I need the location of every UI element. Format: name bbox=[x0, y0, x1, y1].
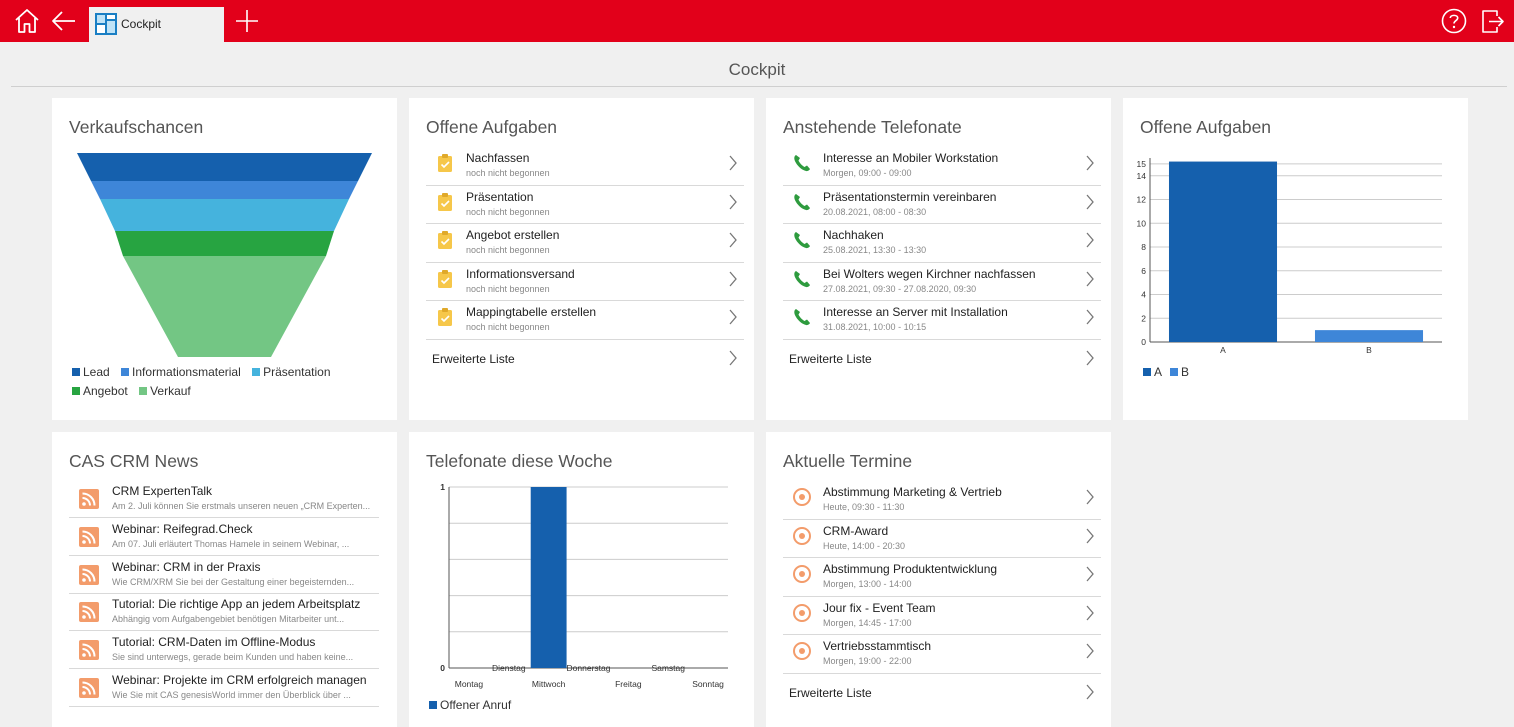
x-tick-label: Sonntag bbox=[692, 679, 724, 689]
logout-icon[interactable] bbox=[1476, 6, 1506, 36]
legend-label: A bbox=[1154, 365, 1163, 379]
news-item[interactable] bbox=[69, 669, 379, 707]
call-row-subtitle: 20.08.2021, 08:00 - 08:30 bbox=[823, 206, 927, 217]
call-row-subtitle: 25.08.2021, 13:30 - 13:30 bbox=[823, 245, 927, 255]
y-tick-label: 8 bbox=[1141, 242, 1146, 253]
phone-icon bbox=[791, 152, 813, 174]
news-item-title: Webinar: Projekte im CRM erfolgreich managen bbox=[112, 673, 367, 687]
chevron-right-icon bbox=[1085, 605, 1095, 621]
legend-swatch bbox=[1170, 368, 1178, 376]
phone-icon bbox=[791, 306, 813, 328]
bar bbox=[1315, 330, 1423, 342]
appointment-icon bbox=[791, 486, 813, 508]
chevron-right-icon bbox=[728, 350, 738, 366]
legend-label: B bbox=[1181, 365, 1190, 379]
call-row[interactable] bbox=[783, 186, 1101, 225]
task-row[interactable] bbox=[426, 301, 744, 340]
rss-feed-icon bbox=[79, 527, 99, 547]
task-row[interactable] bbox=[426, 186, 744, 225]
tab-cockpit[interactable] bbox=[89, 7, 224, 42]
tab-label: Cockpit bbox=[121, 17, 162, 31]
funnel-segment-verkauf bbox=[123, 256, 326, 357]
x-tick-label: Samstag bbox=[651, 663, 685, 673]
tasks-chart-title: Offene Aufgaben bbox=[1140, 117, 1272, 137]
task-row-title: Nachfassen bbox=[466, 151, 530, 165]
news-item-title: Webinar: Reifegrad.Check bbox=[112, 521, 253, 536]
open-tasks-card bbox=[409, 98, 754, 420]
week-calls-chart-legend bbox=[429, 696, 519, 715]
y-tick-label: 15 bbox=[1136, 158, 1146, 169]
call-row-title: Interesse an Mobiler Workstation bbox=[823, 151, 999, 165]
x-tick-label: Mittwoch bbox=[531, 679, 566, 689]
legend-item bbox=[139, 382, 191, 401]
legend-label: Verkauf bbox=[150, 384, 191, 398]
chevron-right-icon bbox=[728, 194, 738, 210]
appointment-row[interactable] bbox=[783, 558, 1101, 597]
chevron-right-icon bbox=[1085, 489, 1095, 505]
legend-swatch bbox=[252, 368, 260, 376]
appointment-row-title: Vertriebsstammtisch bbox=[823, 639, 932, 653]
week-calls-bar-chart bbox=[409, 432, 754, 697]
y-tick-label: 1 bbox=[440, 482, 445, 492]
call-row[interactable] bbox=[783, 224, 1101, 263]
week-calls-title: Telefonate diese Woche bbox=[426, 451, 613, 471]
call-row-subtitle: Morgen, 09:00 - 09:00 bbox=[823, 168, 912, 178]
sales-funnel-chart bbox=[52, 98, 397, 368]
news-item-title: Tutorial: Die richtige App an jedem Arbeitsplatz bbox=[112, 597, 361, 612]
bar bbox=[1169, 162, 1277, 342]
legend-swatch bbox=[1143, 368, 1151, 376]
call-row-subtitle: 31.08.2021, 10:00 - 10:15 bbox=[823, 322, 927, 332]
funnel-segment-lead bbox=[77, 153, 372, 181]
appointment-row-subtitle: Heute, 09:30 - 11:30 bbox=[823, 502, 905, 512]
news-card bbox=[52, 432, 397, 727]
sales-funnel-legend bbox=[72, 363, 382, 401]
chevron-right-icon bbox=[1085, 350, 1095, 366]
appointment-row[interactable] bbox=[783, 635, 1101, 674]
y-tick-label: 0 bbox=[1141, 337, 1146, 347]
appointment-row-title: CRM-Award bbox=[823, 523, 889, 538]
chevron-right-icon bbox=[1085, 309, 1095, 325]
appointment-row-title: Abstimmung Produktentwicklung bbox=[823, 562, 998, 576]
appointments-title: Aktuelle Termine bbox=[783, 451, 913, 471]
chevron-right-icon bbox=[1085, 232, 1095, 248]
news-item[interactable] bbox=[69, 593, 379, 631]
chevron-right-icon bbox=[728, 155, 738, 171]
tasks-chart-card bbox=[1123, 98, 1468, 420]
phone-icon bbox=[791, 191, 813, 213]
tasks-bar-chart bbox=[1123, 98, 1468, 358]
legend-label: Angebot bbox=[83, 384, 128, 398]
y-tick-label: 0 bbox=[440, 663, 445, 673]
call-row[interactable] bbox=[783, 301, 1101, 340]
news-item[interactable] bbox=[69, 480, 379, 518]
news-item-text: Am 2. Juli können Sie erstmals unseren neuen „CRM Experten... bbox=[112, 501, 371, 511]
tasks-extended-list-link[interactable] bbox=[426, 339, 744, 377]
open-tasks-title: Offene Aufgaben bbox=[426, 117, 558, 137]
chevron-right-icon bbox=[1085, 643, 1095, 659]
extended-list-label: Erweiterte Liste bbox=[789, 686, 872, 700]
news-item-title: Tutorial: CRM-Daten im Offline-Modus bbox=[112, 635, 316, 650]
home-icon[interactable] bbox=[12, 6, 42, 36]
funnel-segment-informationsmaterial bbox=[91, 181, 358, 199]
news-item[interactable] bbox=[69, 556, 379, 594]
appointment-icon bbox=[791, 563, 813, 585]
legend-label: Informationsmaterial bbox=[132, 365, 241, 379]
call-row-title: Interesse an Server mit Installation bbox=[823, 305, 1008, 319]
task-row[interactable] bbox=[426, 224, 744, 263]
funnel-segment-angebot bbox=[115, 231, 334, 256]
task-clipboard-icon bbox=[434, 268, 456, 290]
call-row[interactable] bbox=[783, 263, 1101, 302]
top-bar bbox=[0, 0, 1514, 42]
legend-item bbox=[429, 696, 511, 715]
phone-icon bbox=[791, 229, 813, 251]
task-row-subtitle: noch nicht begonnen bbox=[466, 283, 550, 294]
call-row-subtitle: 27.08.2021, 09:30 - 27.08.2020, 09:30 bbox=[823, 283, 977, 294]
chevron-right-icon bbox=[1085, 684, 1095, 700]
appointment-row[interactable] bbox=[783, 481, 1101, 520]
upcoming-calls-card bbox=[766, 98, 1111, 420]
task-row-subtitle: noch nicht begonnen bbox=[466, 245, 550, 255]
x-tick-label: A bbox=[1220, 345, 1226, 355]
y-tick-label: 10 bbox=[1136, 218, 1146, 229]
chevron-right-icon bbox=[1085, 566, 1095, 582]
week-calls-card bbox=[409, 432, 754, 727]
x-tick-label: B bbox=[1366, 345, 1372, 355]
y-tick-label: 14 bbox=[1136, 170, 1146, 181]
legend-item bbox=[1170, 363, 1189, 382]
tasks-chart-legend bbox=[1143, 363, 1197, 382]
appointment-row-title: Jour fix - Event Team bbox=[823, 600, 936, 615]
news-item-text: Wie CRM/XRM Sie bei der Gestaltung einer begeisternden... bbox=[112, 576, 355, 587]
appointment-icon bbox=[791, 525, 813, 547]
task-row-title: Mappingtabelle erstellen bbox=[466, 305, 597, 319]
appointment-row[interactable] bbox=[783, 520, 1101, 559]
x-tick-label: Donnerstag bbox=[566, 663, 611, 673]
legend-label: Präsentation bbox=[263, 365, 331, 379]
sales-funnel-card bbox=[52, 98, 397, 420]
add-tab-icon[interactable] bbox=[232, 6, 262, 36]
news-item[interactable] bbox=[69, 631, 379, 669]
task-clipboard-icon bbox=[434, 191, 456, 213]
news-item-text: Sie sind unterwegs, gerade beim Kunden und haben keine... bbox=[112, 652, 354, 663]
appointment-row-subtitle: Morgen, 19:00 - 22:00 bbox=[823, 656, 912, 666]
news-item-text: Wie Sie mit CAS genesisWorld immer den Überblick über ... bbox=[112, 690, 351, 700]
appointment-row-title: Abstimmung Marketing & Vertrieb bbox=[823, 485, 1002, 499]
rss-feed-icon bbox=[79, 678, 99, 698]
news-item-text: Abhängig vom Aufgabengebiet benötigen Mitarbeiter unt... bbox=[112, 614, 345, 625]
news-item[interactable] bbox=[69, 518, 379, 556]
legend-label: Offener Anruf bbox=[440, 698, 512, 712]
chevron-right-icon bbox=[728, 309, 738, 325]
help-icon[interactable] bbox=[1439, 6, 1469, 36]
y-tick-label: 2 bbox=[1141, 313, 1146, 324]
appointment-icon bbox=[791, 640, 813, 662]
calls-extended-list-link[interactable] bbox=[783, 339, 1101, 377]
task-row-title: Informationsversand bbox=[466, 266, 575, 281]
rss-feed-icon bbox=[79, 489, 99, 509]
legend-item bbox=[1143, 363, 1162, 382]
news-item-text: Am 07. Juli erläutert Thomas Hamele in seinem Webinar, ... bbox=[112, 538, 350, 549]
extended-list-label: Erweiterte Liste bbox=[789, 352, 872, 366]
x-tick-label: Freitag bbox=[615, 679, 642, 689]
news-title: CAS CRM News bbox=[69, 451, 199, 471]
back-icon[interactable] bbox=[49, 6, 79, 36]
legend-item bbox=[72, 382, 128, 401]
call-row-title: Bei Wolters wegen Kirchner nachfassen bbox=[823, 266, 1036, 281]
bar bbox=[531, 487, 567, 668]
cockpit-icon bbox=[95, 13, 117, 35]
call-row[interactable] bbox=[783, 147, 1101, 186]
title-divider bbox=[11, 86, 1507, 87]
legend-item bbox=[121, 363, 241, 382]
legend-swatch bbox=[72, 387, 80, 395]
chevron-right-icon bbox=[1085, 194, 1095, 210]
upcoming-calls-title: Anstehende Telefonate bbox=[783, 117, 962, 137]
funnel-segment-praesentation bbox=[100, 199, 349, 231]
appointment-row-subtitle: Morgen, 14:45 - 17:00 bbox=[823, 617, 912, 628]
task-row-title: Präsentation bbox=[466, 189, 534, 204]
news-item-title: Webinar: CRM in der Praxis bbox=[112, 559, 261, 574]
appointment-icon bbox=[791, 602, 813, 624]
task-clipboard-icon bbox=[434, 306, 456, 328]
task-row-subtitle: noch nicht begonnen bbox=[466, 322, 550, 332]
chevron-right-icon bbox=[728, 232, 738, 248]
appointments-card bbox=[766, 432, 1111, 727]
task-row-subtitle: noch nicht begonnen bbox=[466, 168, 550, 178]
appointment-row-subtitle: Morgen, 13:00 - 14:00 bbox=[823, 579, 912, 589]
task-row[interactable] bbox=[426, 263, 744, 302]
task-row-title: Angebot erstellen bbox=[466, 228, 560, 242]
rss-feed-icon bbox=[79, 602, 99, 622]
legend-swatch bbox=[72, 368, 80, 376]
chevron-right-icon bbox=[728, 271, 738, 287]
task-clipboard-icon bbox=[434, 229, 456, 251]
rss-feed-icon bbox=[79, 640, 99, 660]
task-row-subtitle: noch nicht begonnen bbox=[466, 206, 550, 217]
y-tick-label: 6 bbox=[1141, 265, 1146, 276]
legend-label: Lead bbox=[83, 365, 110, 379]
call-row-title: Nachhaken bbox=[823, 228, 884, 242]
appointment-row-subtitle: Heute, 14:00 - 20:30 bbox=[823, 540, 906, 551]
legend-swatch bbox=[121, 368, 129, 376]
x-tick-label: Montag bbox=[454, 679, 484, 689]
sales-funnel-title: Verkaufschancen bbox=[69, 117, 204, 137]
chevron-right-icon bbox=[1085, 271, 1095, 287]
rss-feed-icon bbox=[79, 565, 99, 585]
legend-item bbox=[72, 363, 110, 382]
chevron-right-icon bbox=[1085, 155, 1095, 171]
task-row[interactable] bbox=[426, 147, 744, 186]
y-tick-label: 12 bbox=[1136, 194, 1146, 205]
call-row-title: Präsentationstermin vereinbaren bbox=[823, 189, 997, 204]
task-clipboard-icon bbox=[434, 152, 456, 174]
appointment-row[interactable] bbox=[783, 597, 1101, 636]
phone-icon bbox=[791, 268, 813, 290]
appointments-extended-list-link[interactable] bbox=[783, 673, 1101, 711]
news-item-title: CRM ExpertenTalk bbox=[112, 484, 213, 498]
x-tick-label: Dienstag bbox=[492, 663, 526, 673]
page-title: Cockpit bbox=[728, 60, 786, 79]
legend-swatch bbox=[429, 701, 437, 709]
extended-list-label: Erweiterte Liste bbox=[432, 352, 515, 366]
chevron-right-icon bbox=[1085, 528, 1095, 544]
legend-swatch bbox=[139, 387, 147, 395]
legend-item bbox=[252, 363, 330, 382]
y-tick-label: 4 bbox=[1141, 289, 1146, 300]
